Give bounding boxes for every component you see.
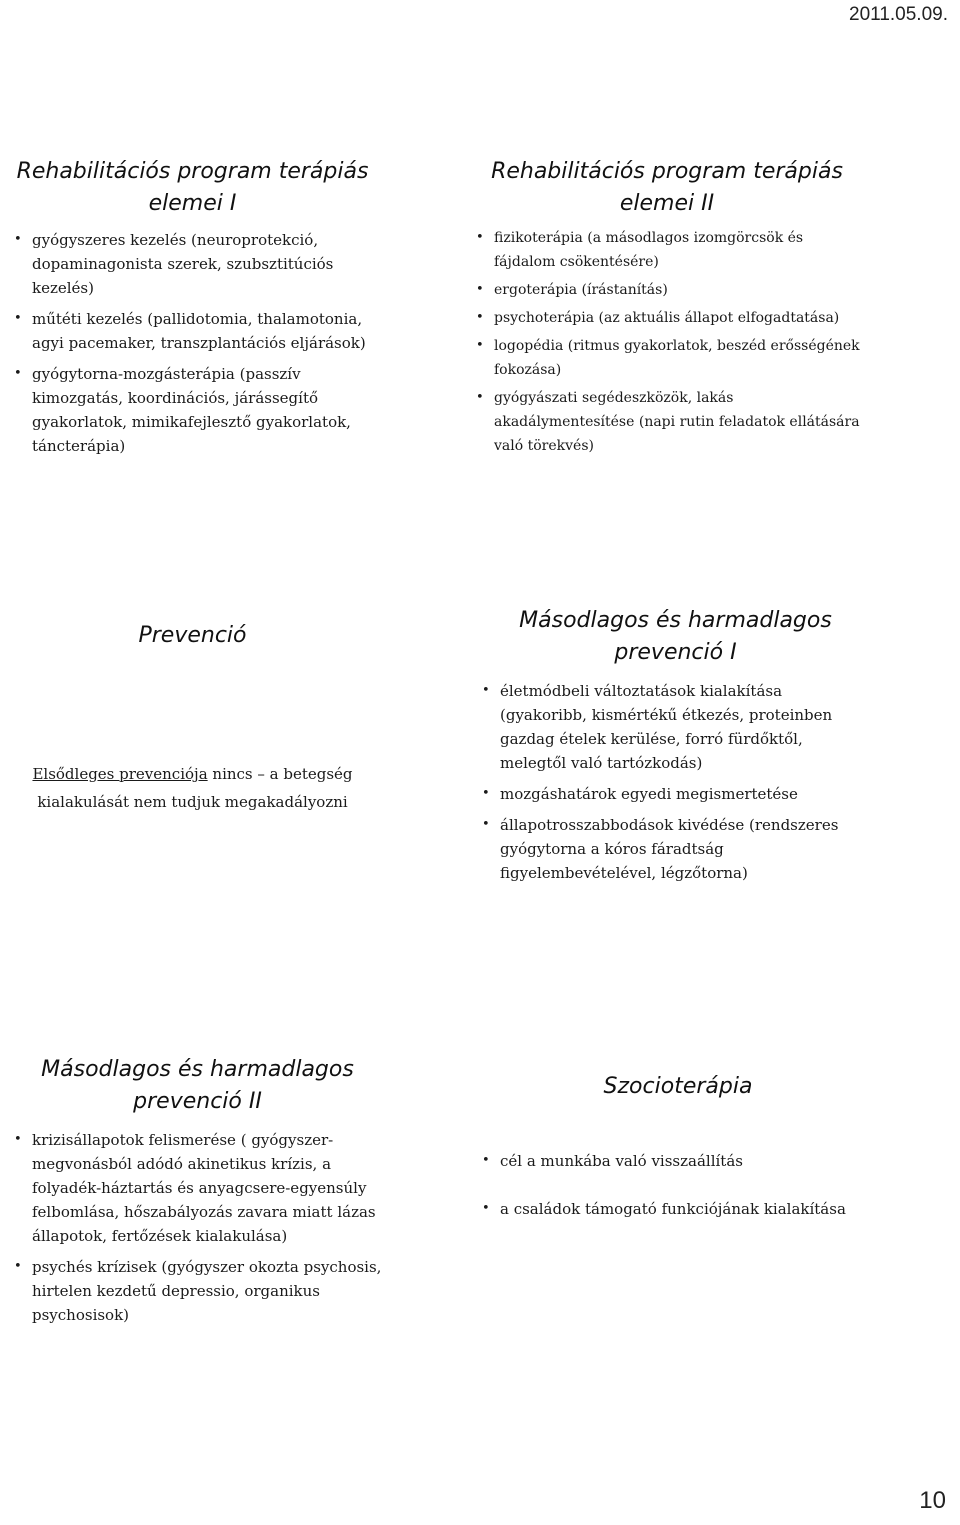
list-item: • gyógytorna-mozgásterápia (passzív kimozgatás, koordinációs, járássegítő gyakorlatok, mimikafejlesztő gyakorlatok, táncterápia)	[10, 362, 375, 458]
slide-prevencio-2	[10, 1054, 385, 1334]
list-item: • psychés krízisek (gyógyszer okozta psychosis, hirtelen kezdetű depressio, organikus psychosisok)	[10, 1255, 385, 1327]
prevencio-text: Elsődleges prevenciója nincs – a betegség kialakulását nem tudjuk megakadályozni	[32, 765, 353, 811]
page-number: 10	[919, 1487, 946, 1514]
list-item: • gyógyászati segédeszközök, lakás akadálymentesítése (napi rutin feladatok ellátására való törekvés)	[472, 386, 862, 458]
list-item: • fizikoterápia (a másodlagos izomgörcsök és fájdalom csökentésére)	[472, 226, 862, 274]
list-item: • ergoterápia (írástanítás)	[472, 278, 862, 302]
slide-szocioterapia	[478, 1071, 878, 1228]
slide-title: Rehabilitációs program terápiás elemei I	[16, 159, 369, 216]
slide-rehab-elemei-2	[472, 156, 862, 462]
list-item: • műtéti kezelés (pallidotomia, thalamotonia, agyi pacemaker, transzplantációs eljárások)	[10, 307, 375, 355]
bullet-list	[472, 226, 862, 458]
slide-title: Másodlagos és harmadlagos prevenció I	[519, 608, 832, 665]
bullet-list	[478, 679, 873, 885]
list-item: • a családok támogató funkciójának kialakítása	[478, 1197, 878, 1221]
slide-title: Prevenció	[138, 623, 247, 648]
slide-prevencio-1	[478, 605, 873, 892]
slide-title: Rehabilitációs program terápiás elemei II	[491, 159, 843, 216]
list-item: • állapotrosszabbodások kivédése (rendszeres gyógytorna a kóros fáradtság figyelembevételével, légzőtorna)	[478, 813, 873, 885]
list-item: • krizisállapotok felismerése ( gyógyszer-megvonásból adódó akinetikus krízis, a folyadék-háztartás és anyagcsere-egyensúly felbomlása, hőszabályozás zavara miatt lázas állapotok, fertőzések kialakulása)	[10, 1128, 385, 1248]
bullet-list	[10, 228, 375, 458]
list-item: • cél a munkába való visszaállítás	[478, 1149, 878, 1173]
bullet-list	[478, 1149, 878, 1221]
slide-title: Másodlagos és harmadlagos prevenció II	[41, 1057, 354, 1114]
list-item: • mozgáshatárok egyedi megismertetése	[478, 782, 873, 806]
bullet-list	[10, 1128, 385, 1327]
list-item: • életmódbeli változtatások kialakítása (gyakoribb, kismértékű étkezés, proteinben gazdag ételek kerülése, forró fürdőktől, melegtől való tartózkodás)	[478, 679, 873, 775]
list-item: • logopédia (ritmus gyakorlatok, beszéd erősségének fokozása)	[472, 334, 862, 382]
slide-rehab-elemei-1	[10, 156, 375, 465]
slide-title: Szocioterápia	[603, 1074, 753, 1099]
slide-prevencio	[10, 620, 375, 816]
document-date: 2011.05.09.	[849, 4, 948, 25]
list-item: • psychoterápia (az aktuális állapot elfogadtatása)	[472, 306, 862, 330]
list-item: • gyógyszeres kezelés (neuroprotekció, dopaminagonista szerek, szubsztitúciós kezelés)	[10, 228, 375, 300]
